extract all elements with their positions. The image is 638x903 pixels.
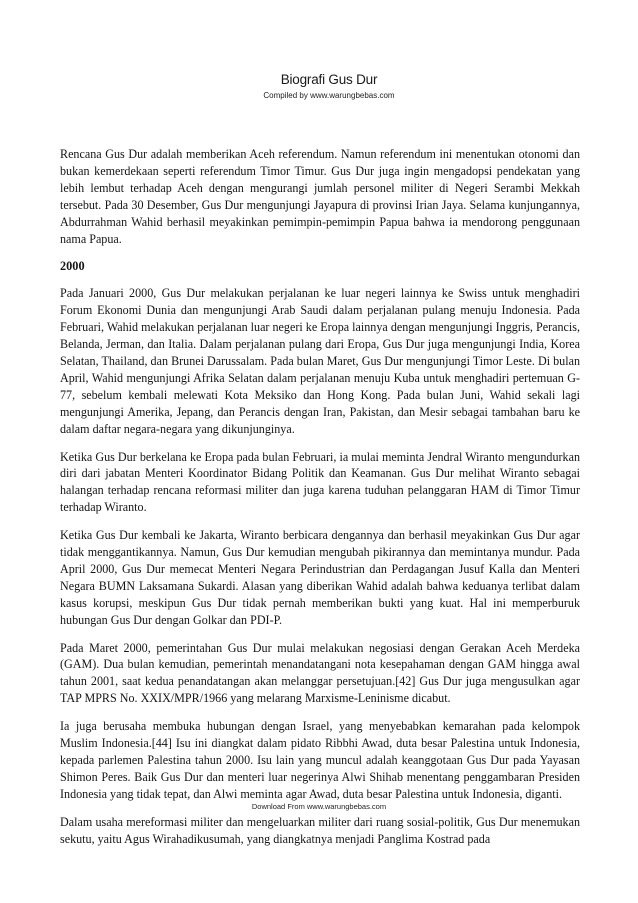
section-heading-2000: 2000 [60,259,85,274]
paragraph-foreign-trips: Pada Januari 2000, Gus Dur melakukan perjalanan ke luar negeri lainnya ke Swiss untuk menghadiri Forum Ekonomi Dunia dan mengunjungi Arab Saudi dalam perjalanan pulang menuju Indonesia. Pada Februari, Wahid melakukan perjalanan luar negeri ke Eropa lainnya dengan mengunjungi Inggris, Perancis, Belanda, Jerman, dan Italia. Dalam perjalanan pulang dari Eropa, Gus Dur juga mengunjungi India, Korea Selatan, Thailand, dan Brunei Darussalam. Pada bulan Maret, Gus Dur mengunjungi Timor Leste. Di bulan April, Wahid mengunjungi Afrika Selatan dalam perjalanan menuju Kuba untuk menghadiri pertemuan G-77, sebelum kembali melewati Kota Meksiko dan Hong Kong. Pada bulan Juni, Wahid sekali lagi mengunjungi Amerika, Jepang, dan Perancis dengan Iran, Pakistan, dan Mesir sebagai tambahan baru ke dalam daftar negara-negara yang dikunjunginya. [60,286,580,436]
document-body [60,146,580,859]
paragraph-aceh-referendum: Rencana Gus Dur adalah memberikan Aceh referendum. Namun referendum ini menentukan otonomi dan bukan kemerdekaan seperti referendum Timor Timur. Gus Dur juga ingin mengadopsi pendekatan yang lebih lembut terhadap Aceh dengan mengurangi jumlah personel militer di Negeri Serambi Mekkah tersebut. Pada 30 Desember, Gus Dur mengunjungi Jayapura di provinsi Irian Jaya. Selama kunjungannya, Abdurrahman Wahid berhasil meyakinkan pemimpin-pemimpin Papua bahwa ia mendorong penggunaan nama Papua. [60,147,580,246]
document-subtitle: Compiled by www.warungbebas.com [263,91,395,100]
paragraph-israel-relations: Ia juga berusaha membuka hubungan dengan Israel, yang menyebabkan kemarahan pada kelompok Muslim Indonesia.[44] Isu ini diangkat dalam pidato Ribbhi Awad, duta besar Palestina untuk Indonesia, kepada parlemen Palestina tahun 2000. Isu lain yang muncul adalah keanggotaan Gus Dur pada Yayasan Shimon Peres. Baik Gus Dur dan menteri luar negerinya Alwi Shihab menentang penggambaran Presiden Indonesia yang tidak tepat, dan Alwi meminta agar Awad, duta besar Palestina untuk Indonesia, diganti. [60,719,580,801]
paragraph-military-reform: Dalam usaha mereformasi militer dan mengeluarkan militer dari ruang sosial-politik, Gus Dur menemukan sekutu, yaitu Agus Wirahadikusumah, yang diangkatnya menjadi Panglima Kostrad pada [60,814,580,846]
paragraph-wiranto-resignation: Ketika Gus Dur berkelana ke Eropa pada bulan Februari, ia mulai meminta Jendral Wiranto mengundurkan diri dari jabatan Menteri Koordinator Bidang Politik dan Keamanan. Gus Dur melihat Wiranto sebagai halangan terhadap rencana reformasi militer dan juga karena tuduhan pelanggaran HAM di Timor Timur terhadap Wiranto. [60,449,580,515]
document-title: Biografi Gus Dur [280,72,378,87]
paragraph-gam-negotiation: Pada Maret 2000, pemerintahan Gus Dur mulai melakukan negosiasi dengan Gerakan Aceh Merdeka (GAM). Dua bulan kemudian, pemerintah menandatangani nota kesepahaman dengan GAM hingga awal tahun 2001, saat kedua penandatangan akan melanggar persetujuan.[42] Gus Dur juga mengusulkan agar TAP MPRS No. XXIX/MPR/1966 yang melarang Marxisme-Leninisme dicabut. [60,640,580,706]
paragraph-cabinet-dismissal: Ketika Gus Dur kembali ke Jakarta, Wiranto berbicara dengannya dan berhasil meyakinkan Gus Dur agar tidak menggantikannya. Namun, Gus Dur kemudian mengubah pikirannya dan memintanya mundur. Pada April 2000, Gus Dur memecat Menteri Negara Perindustrian dan Perdagangan Jusuf Kalla dan Menteri Negara BUMN Laksamana Sukardi. Alasan yang diberikan Wahid adalah bahwa keduanya terlibat dalam kasus korupsi, meskipun Gus Dur tidak pernah memberikan bukti yang kuat. Hal ini memperburuk hubungan Gus Dur dengan Golkar dan PDI-P. [60,528,580,627]
page-header [0,72,638,102]
page-footer: Download From www.warungbebas.com [251,802,387,811]
